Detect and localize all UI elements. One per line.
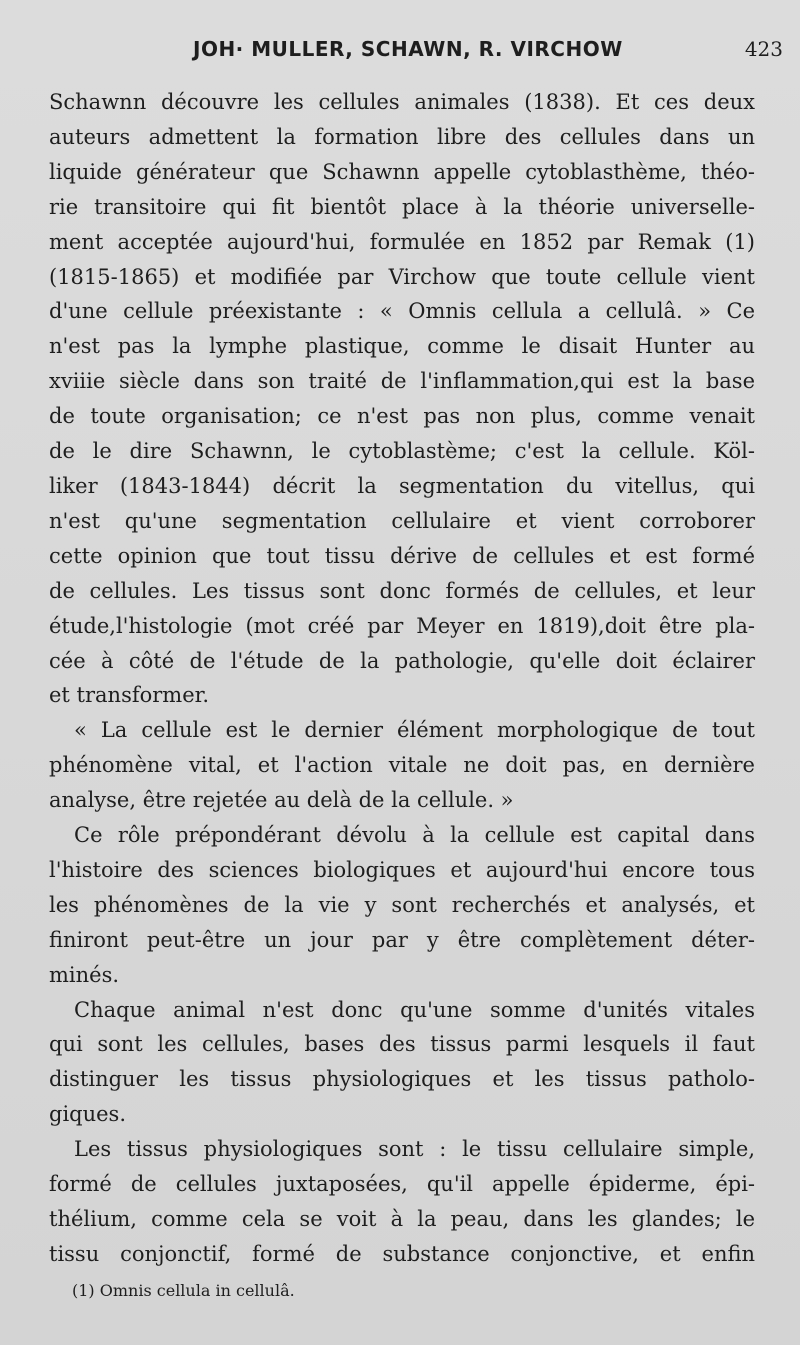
- text-line: phénomène vital, et l'action vitale ne doit pas, en dernière: [49, 753, 755, 778]
- text-line: l'histoire des sciences biologiques et aujourd'hui encore tous: [49, 857, 755, 882]
- text-line: (1815-1865) et modifiée par Virchow que toute cellule vient: [49, 264, 755, 289]
- text-line: de cellules. Les tissus sont donc formés de cellules, et leur: [49, 578, 755, 603]
- text-line: n'est pas la lymphe plastique, comme le disait Hunter au: [49, 334, 755, 359]
- running-head: [0, 33, 800, 73]
- text-line: Chaque animal n'est donc qu'une somme d'unités vitales: [74, 997, 755, 1022]
- page-number: 423: [744, 37, 783, 61]
- body-text: [49, 85, 755, 1272]
- text-line: les phénomènes de la vie y sont recherchés et analysés, et: [49, 892, 755, 917]
- text-line: tissu conjonctif, formé de substance conjonctive, et enfin: [49, 1241, 755, 1266]
- text-line: cée à côté de l'étude de la pathologie, qu'elle doit éclairer: [49, 648, 755, 673]
- text-line: qui sont les cellules, bases des tissus parmi lesquels il faut: [49, 1032, 755, 1057]
- text-line: liker (1843-1844) décrit la segmentation du vitellus, qui: [49, 473, 755, 498]
- text-line: Schawnn découvre les cellules animales (1838). Et ces deux: [49, 90, 755, 114]
- text-line: xviiie siècle dans son traité de l'inflammation,qui est la base: [49, 369, 755, 394]
- text-line: de toute organisation; ce n'est pas non plus, comme venait: [49, 404, 755, 429]
- text-line: « La cellule est le dernier élément morphologique de tout: [74, 718, 755, 743]
- text-line: minés.: [49, 962, 120, 987]
- text-line: auteurs admettent la formation libre des cellules dans un: [49, 124, 755, 149]
- text-line: étude,l'histologie (mot créé par Meyer en 1819),doit être pla-: [49, 613, 755, 638]
- text-line: et transformer.: [49, 683, 210, 708]
- text-line: finiront peut-être un jour par y être complètement déter-: [49, 927, 755, 952]
- text-line: n'est qu'une segmentation cellulaire et vient corroborer: [49, 508, 755, 533]
- text-line: d'une cellule préexistante : « Omnis cellula a cellulâ. » Ce: [49, 299, 755, 324]
- footnote: (1) Omnis cellula in cellulâ.: [72, 1281, 295, 1300]
- text-line: ment acceptée aujourd'hui, formulée en 1852 par Remak (1): [49, 229, 755, 254]
- running-title: JOH· MULLER, SCHAWN, R. VIRCHOW: [193, 37, 623, 61]
- text-line: formé de cellules juxtaposées, qu'il appelle épiderme, épi-: [49, 1172, 755, 1197]
- text-line: liquide générateur que Schawnn appelle cytoblasthème, théo-: [49, 159, 755, 184]
- text-line: Ce rôle prépondérant dévolu à la cellule est capital dans: [74, 823, 755, 848]
- text-line: de le dire Schawnn, le cytoblastème; c'est la cellule. Köl-: [49, 439, 755, 464]
- text-line: giques.: [49, 1102, 127, 1127]
- text-line: rie transitoire qui fit bientôt place à la théorie universelle-: [49, 194, 755, 219]
- text-line: distinguer les tissus physiologiques et les tissus patholo-: [49, 1067, 755, 1092]
- text-line: analyse, être rejetée au delà de la cellule. »: [49, 788, 514, 813]
- text-line: cette opinion que tout tissu dérive de cellules et est formé: [49, 543, 755, 568]
- text-line: thélium, comme cela se voit à la peau, dans les glandes; le: [49, 1207, 755, 1231]
- text-line: Les tissus physiologiques sont : le tissu cellulaire simple,: [74, 1137, 755, 1162]
